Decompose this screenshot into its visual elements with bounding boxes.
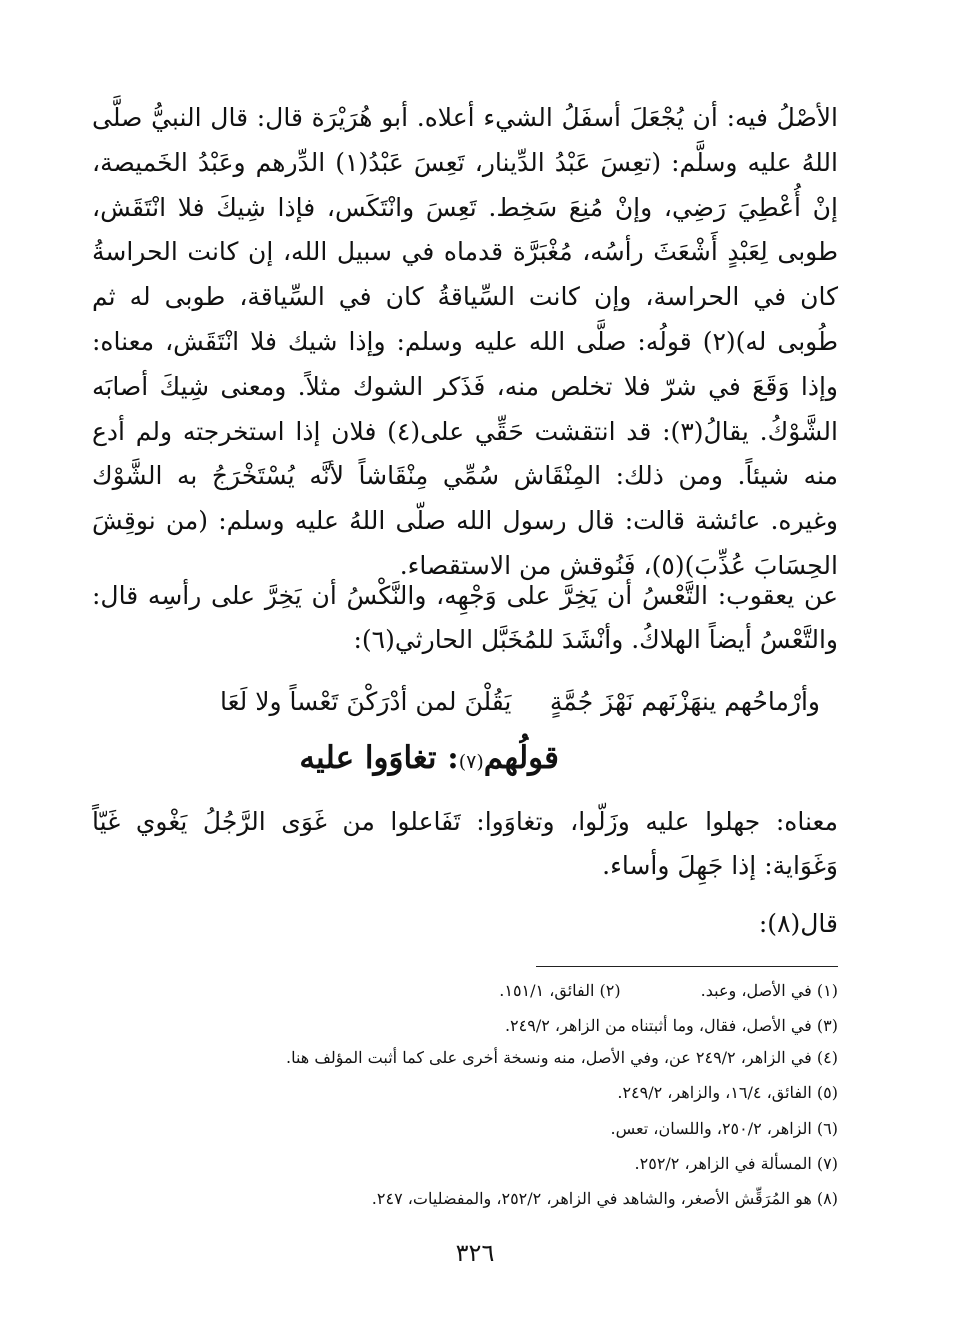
heading-main: قولُهم [483, 740, 559, 776]
footnote-separator [536, 966, 838, 967]
footnote-8: (٨) هو المُرَقِّش الأصغر، والشاهد في الزاهر، ٢٥٢/٢، والمفضليات، ٢٤٧. [371, 1189, 838, 1208]
paragraph-hadith-commentary: الأصْلُ فيه: أن يُجْعَلَ أسفَلُ الشيء أعلاه. أبو هُرَيْرَة قال: قال النبيُّ صلَّى اللهُ عليه وسلَّم: (تعِسَ عَبْدُ الدِّينار، تَعِسَ عَبْدُ(١) الدِّرهم وعَبْدُ الخَميصة، إنْ أُعْطِيَ رَضِي، وإنْ مُنِعَ سَخِط. تَعِسَ وانْتَكَس، فإذا شِيكَ فلا انْتَقَش، طوبى لِعَبْدٍ أَشْعَثَ رأسُه، مُغْبَرَّة قدماه في سبيل الله، إن كانت الحراسةُ كان في الحراسة، وإن كانت السِّياقةُ كان في السِّياقة، طوبى له ثم طُوبى له)(٢) قولُه: صلَّى الله عليه وسلم: وإذا شيك فلا انْتَقَش، معناه: وإذا وَقَعَ في شرّ فلا تخلص منه، فَذَكر الشوك مثلاً. ومعنى شِيكَ أصابَه الشَّوْكُ. يقالُ(٣): قد انتقشت حَقِّي على(٤) فلان إذا استخرجته ولم أدع منه شيئاً. ومن ذلك: المِنْقَاش سُمِّي مِنْقَاشاً لأنَّه يُسْتَخْرَجُ به الشَّوْك وغيره. عائشة قالت: قال رسول الله صلّى اللهُ عليه وسلم: (من نوقِشَ الحِسَابَ عُذِّبَ)(٥)، فَنُوقش من الاستقصاء. [92, 103, 838, 580]
heading-footnote-ref: (٧) [458, 751, 484, 773]
section-heading [299, 730, 559, 790]
footnote-7: (٧) المسألة في الزاهر، ٢٥٢/٢. [634, 1154, 838, 1173]
paragraph-taghawaw-meaning: معناه: جهلوا عليه وزَلّوا، وتغاوَوا: تَفَاعلوا من غَوَى الرَّجُلُ يَغْوي غَيّاً وَغَوَاية: إذا جَهِلَ وأساء. [92, 807, 838, 880]
footnote-5: (٥) الفائق، ١٦/٤، والزاهر، ٢٤٩/٢. [617, 1083, 838, 1102]
footnote-4: (٤) في الزاهر، ٢٤٩/٢ عن، وفي الأصل، منه ونسخة أخرى على كما أثبت المؤلف هنا. [286, 1048, 838, 1067]
page-number: ٣٢٦ [455, 1239, 495, 1267]
paragraph-yaqub-definition: عن يعقوب: التَّعْسُ أن يَخِرَّ على وَجْهِه، والنَّكْسُ أن يَخِرَّ على رأسِه قال: والتَّعْسُ أيضاً الهلاكُ. وأنْشَدَ للمُخَبَّل الحارثي(٦): [92, 581, 838, 654]
footnote-3: (٣) في الأصل، فقال، وما أثبتناه من الزاهر، ٢٤٩/٢. [504, 1016, 838, 1035]
poetry-verse [220, 680, 820, 724]
footnote-line-1 [499, 980, 838, 1002]
verse-first-hemistich: وأرْماحُهم ينهَزْنَهم نَهْزَ جُمَّةٍ [549, 687, 820, 716]
paragraph-qala: قال(٨): [758, 909, 838, 938]
heading-rest: : تغاوَوا عليه [299, 740, 459, 776]
footnote-2: (٢) الفائق، ١٥١/١. [499, 981, 621, 1000]
verse-second-hemistich: يَقُلْنَ لمن أدْرَكْنَ تَعْساً ولا لَعَا [220, 687, 512, 716]
footnote-6: (٦) الزاهر، ٢٥٠/٢، واللسان، تعس. [610, 1119, 838, 1138]
footnote-1: (١) في الأصل، وعبد. [700, 981, 838, 1000]
